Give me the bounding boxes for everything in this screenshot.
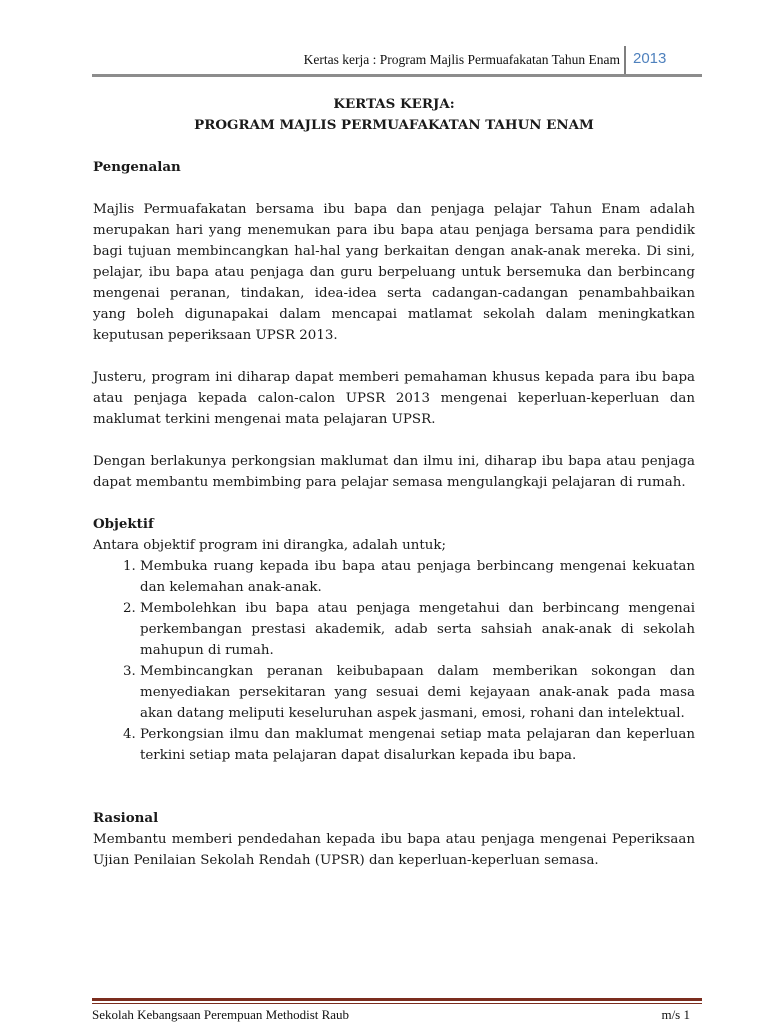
section-heading-rationale: Rasional: [93, 810, 159, 826]
objectives-list: [93, 556, 695, 766]
section-heading-objectives: Objektif: [93, 516, 154, 532]
objective-item: 3. Membincangkan peranan keibubapaan dalam memberikan sokongan dan menyediakan persekitaran yang sesuai demi kejayaan anak-anak pada masa akan datang meliputi keseluruhan aspek jasmani, emosi, rohani dan intelektual.: [140, 661, 695, 724]
rationale-paragraph: Membantu memberi pendedahan kepada ibu bapa atau penjaga mengenai Peperiksaan Ujian Penilaian Sekolah Rendah (UPSR) dan keperluan-keperluan semasa.: [93, 832, 695, 868]
section-heading-introduction: Pengenalan: [93, 159, 181, 175]
objective-item: 2. Membolehkan ibu bapa atau penjaga mengetahui dan berbincang mengenai perkembangan prestasi akademik, adab serta sahsiah anak-anak di sekolah mahupun di rumah.: [140, 598, 695, 661]
objectives-intro: Antara objektif program ini dirangka, adalah untuk;: [93, 538, 447, 553]
document-title-line-1: KERTAS KERJA:: [333, 96, 455, 112]
objective-item: 4. Perkongsian ilmu dan maklumat mengenai setiap mata pelajaran dan keperluan terkini setiap mata pelajaran dapat disalurkan kepada ibu bapa.: [140, 724, 695, 766]
document-title-line-2: PROGRAM MAJLIS PERMUAFAKATAN TAHUN ENAM: [194, 117, 594, 133]
footer-page-number: m/s 1: [661, 1007, 690, 1022]
header-rule: [92, 74, 702, 77]
document-body: [93, 94, 695, 871]
footer-rule: [92, 998, 702, 1001]
objective-item: 1. Membuka ruang kepada ibu bapa atau penjaga berbincang mengenai kekuatan dan kelemahan anak-anak.: [140, 556, 695, 598]
page-header: [92, 46, 702, 74]
header-separator: [624, 46, 626, 74]
header-year: 2013: [633, 50, 667, 67]
introduction-paragraph-1: Majlis Permuafakatan bersama ibu bapa dan penjaga pelajar Tahun Enam adalah merupakan hari yang menemukan para ibu bapa atau penjaga bersama para pendidik bagi tujuan membincangkan hal-hal yang berkaitan dengan anak-anak mereka. Di sini, pelajar, ibu bapa atau penjaga dan guru berpeluang untuk bersemuka dan berbincang mengenai peranan, tindakan, idea-idea serta cadangan-cadangan penambahbaikan yang boleh digunapakai dalam mencapai matlamat sekolah dalam meningkatkan keputusan peperiksaan UPSR 2013.: [93, 202, 695, 343]
header-title: Kertas kerja : Program Majlis Permuafakatan Tahun Enam: [303, 52, 620, 67]
introduction-paragraph-2: Justeru, program ini diharap dapat memberi pemahaman khusus kepada para ibu bapa atau penjaga kepada calon-calon UPSR 2013 mengenai keperluan-keperluan dan maklumat terkini mengenai mata pelajaran UPSR.: [93, 370, 695, 427]
introduction-paragraph-3: Dengan berlakunya perkongsian maklumat dan ilmu ini, diharap ibu bapa atau penjaga dapat membantu membimbing para pelajar semasa mengulangkaji pelajaran di rumah.: [93, 454, 695, 490]
footer-rule-thin: [92, 1003, 702, 1004]
footer-school-name: Sekolah Kebangsaan Perempuan Methodist Raub: [92, 1007, 350, 1022]
